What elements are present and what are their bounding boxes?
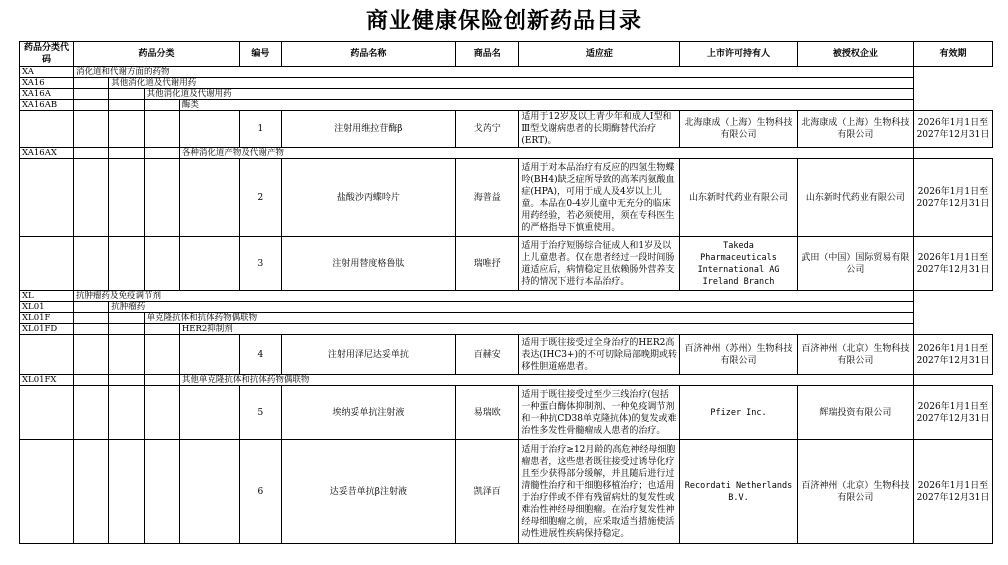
empty-cell (20, 386, 74, 440)
drug-holder: 山东新时代药业有限公司 (680, 159, 797, 237)
empty-cell (144, 148, 179, 159)
empty-cell (179, 111, 239, 148)
empty-cell (109, 148, 144, 159)
drug-catalog-table (19, 41, 993, 544)
drug-row (20, 335, 993, 375)
drug-name: 注射用泽尼达妥单抗 (281, 335, 455, 375)
category-row (20, 89, 993, 100)
category-row (20, 313, 993, 324)
drug-row (20, 237, 993, 291)
empty-cell (73, 302, 108, 313)
empty-cell (109, 335, 144, 375)
header-drug-name: 药品名称 (281, 42, 455, 67)
empty-cell (73, 159, 108, 237)
empty-cell (73, 324, 108, 335)
category-code: XA16A (20, 89, 74, 100)
empty-cell (109, 111, 144, 148)
drug-holder: Takeda Pharmaceuticals International AG Ireland Branch (680, 237, 797, 291)
category-label: 抗肿瘤药及免疫调节剂 (73, 291, 913, 302)
drug-licensee: 北海康成（上海）生物科技有限公司 (797, 111, 913, 148)
empty-cell (73, 89, 108, 100)
category-label: 各种消化道产物及代谢产物 (179, 148, 913, 159)
drug-validity: 2026年1月1日至2027年12月31日 (913, 111, 992, 148)
drug-row (20, 440, 993, 544)
category-row (20, 78, 993, 89)
empty-cell (144, 111, 179, 148)
drug-indication: 适用于治疗短肠综合征成人和1岁及以上儿童患者。仅在患者经过一段时间肠道适应后，病情稳定且依赖肠外营养支持的情况下进行本品治疗。 (519, 237, 680, 291)
category-label: 其他消化道及代谢用药 (109, 78, 914, 89)
category-label: 抗肿瘤药 (109, 302, 914, 313)
empty-cell (109, 440, 144, 544)
category-code: XL (20, 291, 74, 302)
header-validity: 有效期 (913, 42, 992, 67)
category-row (20, 67, 993, 78)
category-code: XL01FX (20, 375, 74, 386)
drug-name: 注射用维拉苷酶β (281, 111, 455, 148)
category-label: 单克隆抗体和抗体药物偶联物 (144, 313, 913, 324)
drug-brand: 百赫安 (456, 335, 519, 375)
drug-holder: Recordati Netherlands B.V. (680, 440, 797, 544)
drug-row (20, 111, 993, 148)
category-row (20, 375, 993, 386)
category-row (20, 324, 993, 335)
drug-brand: 易瑞欧 (456, 386, 519, 440)
empty-cell (73, 78, 108, 89)
empty-cell (20, 335, 74, 375)
header-row (20, 42, 993, 67)
drug-number: 6 (240, 440, 282, 544)
page-title: 商业健康保险创新药品目录 (365, 9, 642, 34)
header-indication: 适应症 (519, 42, 680, 67)
category-row (20, 291, 993, 302)
drug-name: 盐酸沙丙蝶呤片 (281, 159, 455, 237)
empty-cell (73, 148, 108, 159)
category-label: HER2抑制剂 (179, 324, 913, 335)
empty-cell (109, 100, 144, 111)
header-code: 药品分类代码 (20, 42, 74, 67)
empty-cell (20, 159, 74, 237)
category-row (20, 302, 993, 313)
empty-cell (20, 440, 74, 544)
category-code: XL01 (20, 302, 74, 313)
empty-cell (179, 335, 239, 375)
empty-cell (109, 237, 144, 291)
drug-holder: Pfizer Inc. (680, 386, 797, 440)
drug-validity: 2026年1月1日至2027年12月31日 (913, 159, 992, 237)
empty-cell (73, 440, 108, 544)
drug-licensee: 百济神州（北京）生物科技有限公司 (797, 440, 913, 544)
header-category: 药品分类 (73, 42, 239, 67)
drug-name: 注射用替度格鲁肽 (281, 237, 455, 291)
empty-cell (73, 100, 108, 111)
empty-cell (179, 159, 239, 237)
empty-cell (73, 313, 108, 324)
category-label: 消化道和代谢方面的药物 (73, 67, 913, 78)
drug-row (20, 386, 993, 440)
drug-licensee: 辉瑞投资有限公司 (797, 386, 913, 440)
category-code: XL01FD (20, 324, 74, 335)
drug-indication: 适用于既往接受过全身治疗的HER2高表达(IHC3+)的不可切除局部晚期或转移性胆道癌患者。 (519, 335, 680, 375)
drug-number: 5 (240, 386, 282, 440)
drug-licensee: 山东新时代药业有限公司 (797, 159, 913, 237)
empty-cell (73, 375, 108, 386)
empty-cell (144, 375, 179, 386)
drug-number: 4 (240, 335, 282, 375)
drug-brand: 戈芮宁 (456, 111, 519, 148)
empty-cell (20, 111, 74, 148)
empty-cell (109, 375, 144, 386)
empty-cell (109, 324, 144, 335)
empty-cell (73, 111, 108, 148)
category-code: XL01F (20, 313, 74, 324)
category-code: XA16 (20, 78, 74, 89)
drug-holder: 北海康成（上海）生物科技有限公司 (680, 111, 797, 148)
header-number: 编号 (240, 42, 282, 67)
empty-cell (144, 440, 179, 544)
empty-cell (109, 159, 144, 237)
drug-number: 1 (240, 111, 282, 148)
drug-licensee: 百济神州（北京）生物科技有限公司 (797, 335, 913, 375)
empty-cell (109, 386, 144, 440)
drug-indication: 适用于对本品治疗有反应的四氢生物蝶呤(BH4)缺乏症所导致的高苯丙氨酸血症(HPA)，可用于成人及4岁以上儿童。本品在0-4岁儿童中无充分的临床用药经验，若必须使用，须在专科医生的严格指导下慎重使用。 (519, 159, 680, 237)
category-label: 其他消化道及代谢用药 (144, 89, 913, 100)
category-code: XA16AX (20, 148, 74, 159)
category-label: 酶类 (179, 100, 913, 111)
drug-name: 埃纳妥单抗注射液 (281, 386, 455, 440)
empty-cell (73, 386, 108, 440)
header-holder: 上市许可持有人 (680, 42, 797, 67)
drug-validity: 2026年1月1日至2027年12月31日 (913, 335, 992, 375)
empty-cell (144, 100, 179, 111)
drug-brand: 凯泽百 (456, 440, 519, 544)
drug-brand: 瑞唯抒 (456, 237, 519, 291)
drug-name: 达妥昔单抗β注射液 (281, 440, 455, 544)
empty-cell (144, 159, 179, 237)
empty-cell (144, 335, 179, 375)
empty-cell (179, 386, 239, 440)
header-licensee: 被授权企业 (797, 42, 913, 67)
drug-indication: 适用于12岁及以上青少年和成人Ⅰ型和Ⅲ型戈谢病患者的长期酶替代治疗(ERT)。 (519, 111, 680, 148)
category-code: XA16AB (20, 100, 74, 111)
drug-number: 2 (240, 159, 282, 237)
empty-cell (144, 324, 179, 335)
category-code: XA (20, 67, 74, 78)
empty-cell (20, 237, 74, 291)
category-label: 其他单克隆抗体和抗体药物偶联物 (179, 375, 913, 386)
drug-indication: 适用于既往接受过至少三线治疗(包括一种蛋白酶体抑制剂、一种免疫调节剂和一种抗CD38单克隆抗体)的复发或难治性多发性骨髓瘤成人患者的治疗。 (519, 386, 680, 440)
empty-cell (109, 89, 144, 100)
empty-cell (144, 386, 179, 440)
drug-brand: 海普益 (456, 159, 519, 237)
empty-cell (109, 313, 144, 324)
drug-validity: 2026年1月1日至2027年12月31日 (913, 237, 992, 291)
empty-cell (73, 335, 108, 375)
drug-validity: 2026年1月1日至2027年12月31日 (913, 386, 992, 440)
drug-licensee: 武田（中国）国际贸易有限公司 (797, 237, 913, 291)
drug-indication: 适用于治疗≥12月龄的高危神经母细胞瘤患者，这些患者既往接受过诱导化疗且至少获得部分缓解，并且随后进行过清髓性治疗和干细胞移植治疗；也适用于治疗伴或不伴有残留病灶的复发性或难治性神经母细胞瘤。在治疗复发性神经母细胞瘤之前，应采取适当措施使活动性进展性疾病保持稳定。 (519, 440, 680, 544)
header-brand: 商品名 (456, 42, 519, 67)
empty-cell (144, 237, 179, 291)
empty-cell (179, 237, 239, 291)
category-row (20, 100, 993, 111)
drug-validity: 2026年1月1日至2027年12月31日 (913, 440, 992, 544)
drug-row (20, 159, 993, 237)
empty-cell (73, 237, 108, 291)
category-row (20, 148, 993, 159)
drug-number: 3 (240, 237, 282, 291)
drug-holder: 百济神州（苏州）生物科技有限公司 (680, 335, 797, 375)
empty-cell (179, 440, 239, 544)
